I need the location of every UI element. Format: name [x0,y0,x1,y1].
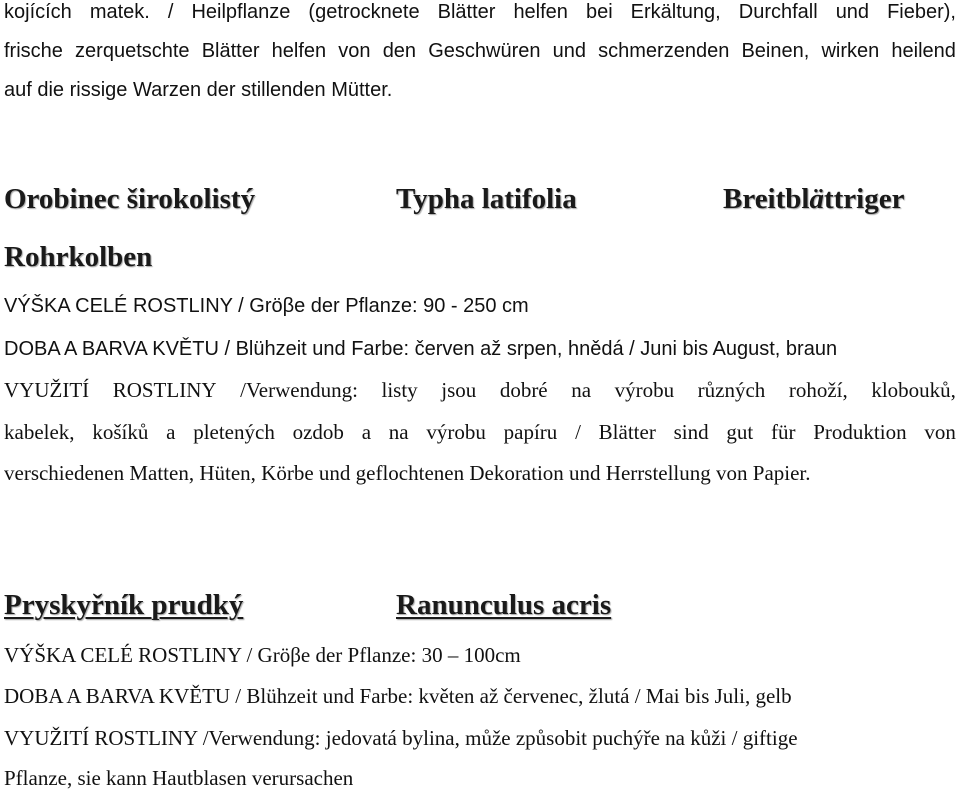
word: Blätter [201,40,260,62]
word: heilend [891,40,956,62]
word: a [166,420,176,444]
word: (getrocknete [308,1,420,23]
word: dobré [499,378,548,402]
word: schmerzenden [598,40,730,62]
plant2-name-czech: Pryskyřník prudký [4,589,244,621]
plant1-name-german: Breitblättriger [723,183,905,215]
word: listy [381,378,418,402]
word: Durchfall [738,1,818,23]
word: Beinen, [741,40,810,62]
word: rohoží, [788,378,848,402]
word: sind [673,420,709,444]
word: und [835,1,870,23]
word: / [575,420,581,444]
word: / [167,1,174,23]
word: a [361,420,372,444]
plant2-use-line-2: Pflanze, sie kann Hautblasen verursachen [4,766,354,790]
plant1-name-latin: Typha latifolia [396,183,577,215]
word: zerquetschte [75,40,190,62]
word: matek. [89,1,150,23]
word: kabelek, [4,420,75,444]
word: na [388,420,409,444]
word: výrobu [614,378,675,402]
word: bei [585,1,613,23]
word: výrobu [426,420,486,444]
intro-line-1 [4,2,956,22]
word: Blätter [598,420,656,444]
word: Fieber), [887,1,956,23]
word: für [770,420,796,444]
word: von [338,40,371,62]
word: papíru [503,420,558,444]
word: různých [697,378,766,402]
word: gut [726,420,754,444]
plant1-use-line-3: verschiedenen Matten, Hüten, Körbe und geflochtenen Dekoration und Herrstellung von Papier. [4,461,811,485]
word: ozdob [292,420,344,444]
plant1-bloom: DOBA A BARVA KVĚTU / Blühzeit und Farbe: červen až srpen, hnědá / Juni bis August, braun [4,338,838,360]
word: von [924,420,956,444]
word: den [382,40,417,62]
word: pletených [193,420,275,444]
word: helfen [271,40,327,62]
word: VYUŽITÍ [4,378,90,402]
plant2-height: VÝŠKA CELÉ ROSTLINY / Gröβe der Pflanze: 30 – 100cm [4,643,521,667]
word: wirken [821,40,880,62]
word: Blätter [437,1,496,23]
intro-line-3: auf die rissige Warzen der stillenden Mütter. [4,79,393,101]
word: Heilpflanze [191,1,291,23]
plant1-use-line-2 [4,422,956,443]
word: jsou [441,378,477,402]
word: klobouků, [871,378,956,402]
plant2-name-latin: Ranunculus acris [396,589,612,621]
word: ROSTLINY [112,378,217,402]
plant1-height: VÝŠKA CELÉ ROSTLINY / Gröβe der Pflanze: 90 - 250 cm [4,295,529,317]
word: und [552,40,586,62]
word: na [571,378,592,402]
word: frische [4,40,63,62]
word: košíků [92,420,149,444]
plant1-name-german-line2: Rohrkolben [4,241,153,273]
intro-line-2 [4,41,956,61]
word: Geschwüren [428,40,541,62]
plant1-use-line-1 [4,380,956,401]
word: kojících [4,1,72,23]
word: helfen [513,1,568,23]
word: Produktion [813,420,907,444]
plant2-use-line-1: VYUŽITÍ ROSTLINY /Verwendung: jedovatá bylina, může způsobit puchýře na kůži / giftige [4,726,798,750]
word: Erkältung, [630,1,721,23]
word: /Verwendung: [240,378,358,402]
plant1-name-czech: Orobinec širokolistý [4,183,256,215]
plant2-bloom: DOBA A BARVA KVĚTU / Blühzeit und Farbe: květen až červenec, žlutá / Mai bis Juli, gelb [4,684,792,708]
